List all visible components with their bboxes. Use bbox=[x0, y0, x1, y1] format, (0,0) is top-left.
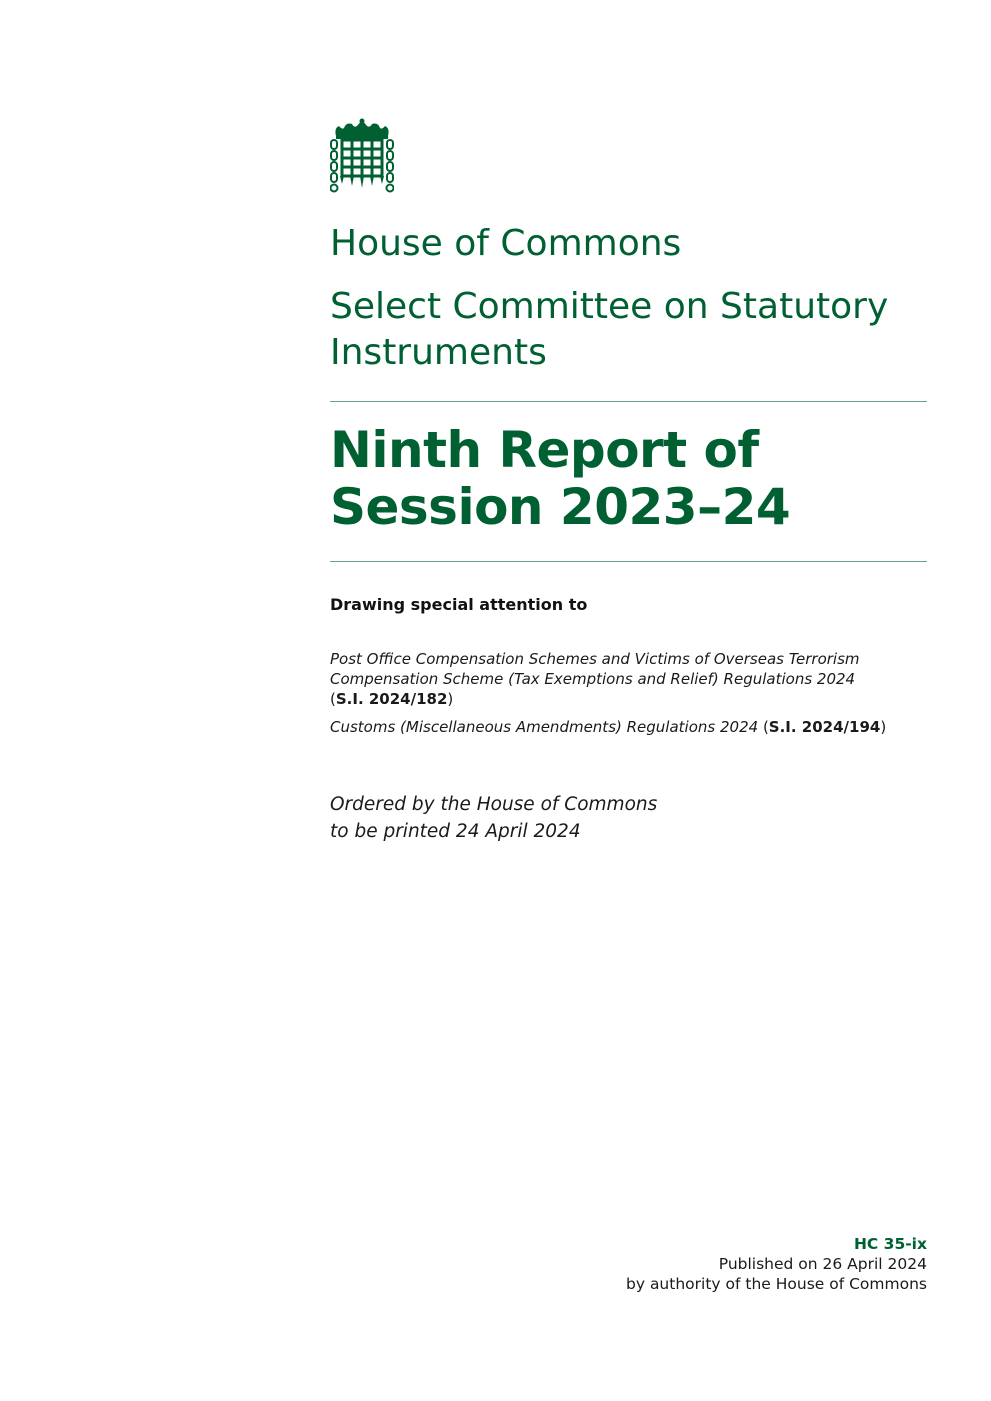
divider-bottom bbox=[330, 561, 927, 562]
hc-number: HC 35-ix bbox=[853, 1235, 927, 1253]
instrument-name: Customs (Miscellaneous Amendments) Regulations 2024 bbox=[330, 718, 759, 736]
instrument-name: Post Office Compensation Schemes and Victims of Overseas Terrorism Compensation Scheme (Tax Exemptions and Relief) Regulations 2024 bbox=[330, 650, 860, 688]
instrument-item bbox=[330, 649, 930, 709]
committee-name: Select Committee on Statutory Instruments bbox=[330, 286, 889, 373]
si-close-paren: ) bbox=[447, 690, 454, 708]
instrument-item bbox=[330, 717, 930, 737]
si-open-paren: ( bbox=[762, 718, 769, 736]
ordered-line-2: to be printed 24 April 2024 bbox=[330, 821, 581, 842]
divider-top bbox=[330, 401, 927, 402]
house-name: House of Commons bbox=[330, 223, 682, 264]
publication-footer bbox=[626, 1234, 927, 1294]
ordered-statement bbox=[330, 791, 657, 845]
instrument-list bbox=[330, 649, 930, 745]
si-open-paren: ( bbox=[330, 690, 336, 708]
report-title: Ninth Report of Session 2023–24 bbox=[330, 421, 791, 536]
si-number: S.I. 2024/182 bbox=[335, 690, 448, 708]
si-number: S.I. 2024/194 bbox=[768, 718, 881, 736]
si-close-paren: ) bbox=[880, 718, 887, 736]
subject-heading: Drawing special attention to bbox=[330, 595, 588, 614]
portcullis-crown-icon bbox=[330, 118, 394, 196]
authority-line: by authority of the House of Commons bbox=[626, 1275, 927, 1293]
ordered-line-1: Ordered by the House of Commons bbox=[330, 794, 658, 815]
published-date: Published on 26 April 2024 bbox=[718, 1255, 927, 1273]
